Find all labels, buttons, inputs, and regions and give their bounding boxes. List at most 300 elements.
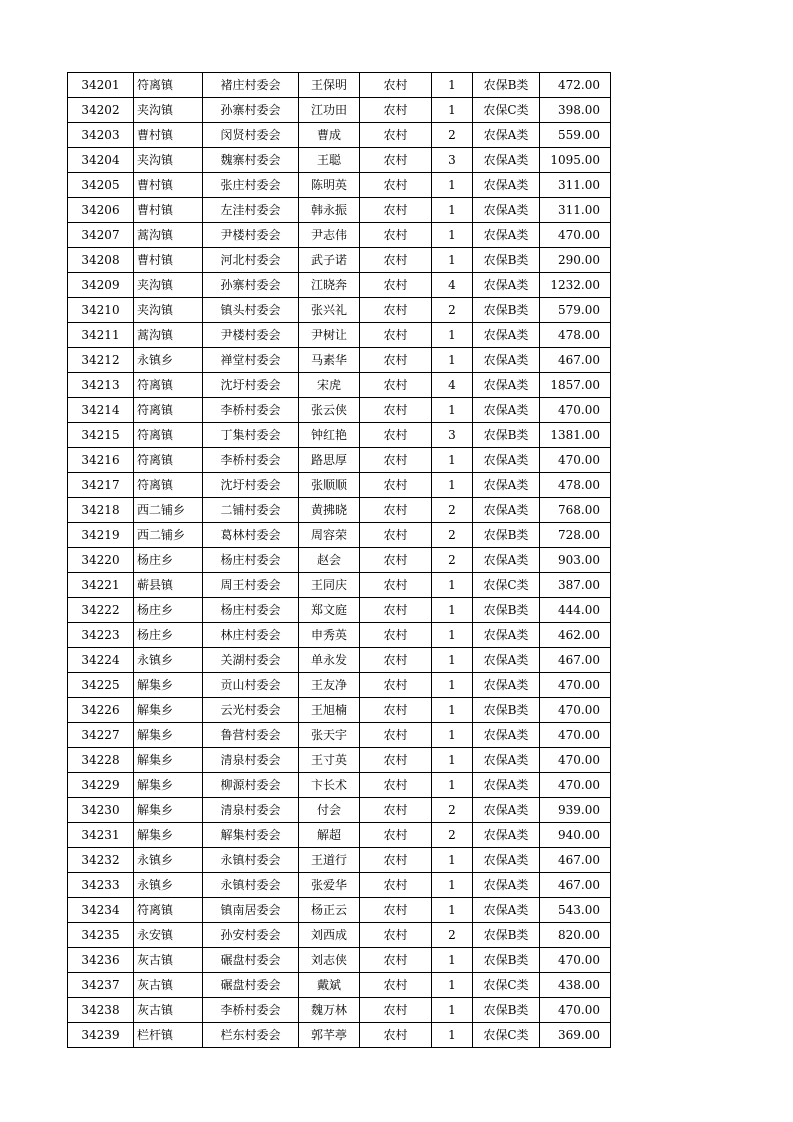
name-cell: 江功田 [299,98,360,123]
table-row [68,498,611,523]
name-cell: 马素华 [299,348,360,373]
village-committee-cell: 沈圩村委会 [203,473,299,498]
village-committee-cell: 李桥村委会 [203,398,299,423]
record-id-cell: 34222 [68,598,134,623]
name-cell: 路思厚 [299,448,360,473]
amount-cell: 290.00 [540,248,611,273]
insurance-category-cell: 农保A类 [473,798,540,823]
village-committee-cell: 李桥村委会 [203,448,299,473]
household-type-cell: 农村 [360,248,432,273]
amount-cell: 470.00 [540,748,611,773]
table-row [68,298,611,323]
insurance-category-cell: 农保A类 [473,198,540,223]
insurance-category-cell: 农保A类 [473,448,540,473]
name-cell: 郑文庭 [299,598,360,623]
village-committee-cell: 丁集村委会 [203,423,299,448]
town-cell: 蒿沟镇 [134,223,203,248]
household-type-cell: 农村 [360,223,432,248]
town-cell: 西二铺乡 [134,498,203,523]
record-id-cell: 34218 [68,498,134,523]
name-cell: 钟红艳 [299,423,360,448]
household-type-cell: 农村 [360,198,432,223]
household-type-cell: 农村 [360,873,432,898]
town-cell: 夹沟镇 [134,298,203,323]
name-cell: 解超 [299,823,360,848]
household-type-cell: 农村 [360,348,432,373]
person-count-cell: 1 [432,348,473,373]
name-cell: 江晓奔 [299,273,360,298]
name-cell: 赵会 [299,548,360,573]
town-cell: 曹村镇 [134,198,203,223]
person-count-cell: 1 [432,973,473,998]
town-cell: 夹沟镇 [134,273,203,298]
person-count-cell: 4 [432,273,473,298]
name-cell: 单永发 [299,648,360,673]
name-cell: 张顺顺 [299,473,360,498]
amount-cell: 1232.00 [540,273,611,298]
insurance-category-cell: 农保A类 [473,173,540,198]
name-cell: 武子诺 [299,248,360,273]
person-count-cell: 2 [432,298,473,323]
insurance-category-cell: 农保A类 [473,548,540,573]
name-cell: 王同庆 [299,573,360,598]
person-count-cell: 3 [432,148,473,173]
table-row [68,998,611,1023]
amount-cell: 470.00 [540,223,611,248]
household-type-cell: 农村 [360,123,432,148]
village-committee-cell: 碾盘村委会 [203,948,299,973]
table-row [68,273,611,298]
amount-cell: 478.00 [540,323,611,348]
household-type-cell: 农村 [360,73,432,98]
table-row [68,823,611,848]
amount-cell: 470.00 [540,698,611,723]
household-type-cell: 农村 [360,898,432,923]
record-id-cell: 34238 [68,998,134,1023]
village-committee-cell: 葛林村委会 [203,523,299,548]
amount-cell: 467.00 [540,848,611,873]
insurance-category-cell: 农保A类 [473,773,540,798]
village-committee-cell: 李桥村委会 [203,998,299,1023]
insurance-category-cell: 农保B类 [473,948,540,973]
person-count-cell: 1 [432,723,473,748]
amount-cell: 470.00 [540,723,611,748]
record-id-cell: 34203 [68,123,134,148]
record-id-cell: 34206 [68,198,134,223]
town-cell: 蒿沟镇 [134,323,203,348]
table-row [68,148,611,173]
household-type-cell: 农村 [360,573,432,598]
person-count-cell: 2 [432,923,473,948]
household-type-cell: 农村 [360,773,432,798]
name-cell: 张兴礼 [299,298,360,323]
insurance-category-cell: 农保A类 [473,723,540,748]
record-id-cell: 34226 [68,698,134,723]
village-committee-cell: 孙寨村委会 [203,273,299,298]
person-count-cell: 1 [432,998,473,1023]
town-cell: 永镇乡 [134,348,203,373]
town-cell: 杨庄乡 [134,598,203,623]
person-count-cell: 1 [432,223,473,248]
person-count-cell: 1 [432,573,473,598]
town-cell: 符离镇 [134,423,203,448]
person-count-cell: 2 [432,823,473,848]
name-cell: 王道行 [299,848,360,873]
person-count-cell: 1 [432,748,473,773]
village-committee-cell: 褚庄村委会 [203,73,299,98]
record-id-cell: 34205 [68,173,134,198]
record-id-cell: 34212 [68,348,134,373]
amount-cell: 467.00 [540,348,611,373]
town-cell: 永镇乡 [134,848,203,873]
village-committee-cell: 栏东村委会 [203,1023,299,1048]
record-id-cell: 34211 [68,323,134,348]
town-cell: 解集乡 [134,823,203,848]
name-cell: 张天宇 [299,723,360,748]
table-row [68,748,611,773]
household-type-cell: 农村 [360,548,432,573]
village-committee-cell: 尹楼村委会 [203,323,299,348]
table-row [68,723,611,748]
person-count-cell: 1 [432,198,473,223]
person-count-cell: 1 [432,1023,473,1048]
table-row [68,648,611,673]
household-type-cell: 农村 [360,923,432,948]
amount-cell: 467.00 [540,648,611,673]
village-committee-cell: 镇头村委会 [203,298,299,323]
table-row [68,698,611,723]
insurance-category-cell: 农保B类 [473,698,540,723]
person-count-cell: 1 [432,248,473,273]
table-row [68,473,611,498]
amount-cell: 768.00 [540,498,611,523]
insurance-category-cell: 农保C类 [473,1023,540,1048]
village-committee-cell: 沈圩村委会 [203,373,299,398]
record-id-cell: 34220 [68,548,134,573]
insurance-category-cell: 农保B类 [473,248,540,273]
person-count-cell: 1 [432,323,473,348]
record-id-cell: 34208 [68,248,134,273]
record-id-cell: 34235 [68,923,134,948]
table-row [68,223,611,248]
person-count-cell: 1 [432,948,473,973]
person-count-cell: 1 [432,623,473,648]
table-row [68,923,611,948]
insurance-category-cell: 农保A类 [473,873,540,898]
record-id-cell: 34234 [68,898,134,923]
table-row [68,373,611,398]
table-row [68,448,611,473]
name-cell: 魏万林 [299,998,360,1023]
person-count-cell: 2 [432,798,473,823]
town-cell: 夹沟镇 [134,98,203,123]
village-committee-cell: 碾盘村委会 [203,973,299,998]
household-type-cell: 农村 [360,423,432,448]
table-row [68,73,611,98]
town-cell: 蕲县镇 [134,573,203,598]
amount-cell: 1095.00 [540,148,611,173]
person-count-cell: 1 [432,773,473,798]
person-count-cell: 1 [432,698,473,723]
table-row [68,1023,611,1048]
name-cell: 刘西成 [299,923,360,948]
record-id-cell: 34221 [68,573,134,598]
village-committee-cell: 解集村委会 [203,823,299,848]
person-count-cell: 1 [432,873,473,898]
village-committee-cell: 永镇村委会 [203,873,299,898]
name-cell: 张爱华 [299,873,360,898]
town-cell: 解集乡 [134,748,203,773]
village-committee-cell: 关湖村委会 [203,648,299,673]
name-cell: 宋虎 [299,373,360,398]
household-type-cell: 农村 [360,598,432,623]
village-committee-cell: 清泉村委会 [203,748,299,773]
amount-cell: 444.00 [540,598,611,623]
name-cell: 戴斌 [299,973,360,998]
name-cell: 卞长术 [299,773,360,798]
household-type-cell: 农村 [360,148,432,173]
record-id-cell: 34224 [68,648,134,673]
table-row [68,673,611,698]
table-row [68,523,611,548]
record-id-cell: 34210 [68,298,134,323]
insurance-category-cell: 农保B类 [473,923,540,948]
record-id-cell: 34237 [68,973,134,998]
village-committee-cell: 周王村委会 [203,573,299,598]
town-cell: 曹村镇 [134,173,203,198]
household-type-cell: 农村 [360,448,432,473]
table-row [68,573,611,598]
name-cell: 杨正云 [299,898,360,923]
table-row [68,98,611,123]
table-row [68,773,611,798]
name-cell: 黄拂晓 [299,498,360,523]
table-row [68,173,611,198]
town-cell: 灰古镇 [134,973,203,998]
insurance-category-cell: 农保C类 [473,98,540,123]
record-id-cell: 34230 [68,798,134,823]
amount-cell: 369.00 [540,1023,611,1048]
insurance-category-cell: 农保A类 [473,398,540,423]
village-committee-cell: 张庄村委会 [203,173,299,198]
name-cell: 王聪 [299,148,360,173]
amount-cell: 478.00 [540,473,611,498]
person-count-cell: 1 [432,73,473,98]
town-cell: 符离镇 [134,73,203,98]
amount-cell: 579.00 [540,298,611,323]
town-cell: 符离镇 [134,448,203,473]
amount-cell: 728.00 [540,523,611,548]
person-count-cell: 1 [432,898,473,923]
town-cell: 永镇乡 [134,648,203,673]
name-cell: 尹树让 [299,323,360,348]
table-row [68,348,611,373]
amount-cell: 470.00 [540,948,611,973]
town-cell: 符离镇 [134,473,203,498]
record-id-cell: 34236 [68,948,134,973]
village-committee-cell: 贡山村委会 [203,673,299,698]
record-id-cell: 34209 [68,273,134,298]
town-cell: 永镇乡 [134,873,203,898]
town-cell: 解集乡 [134,673,203,698]
village-committee-cell: 禅堂村委会 [203,348,299,373]
town-cell: 永安镇 [134,923,203,948]
insurance-category-cell: 农保A类 [473,823,540,848]
household-type-cell: 农村 [360,1023,432,1048]
insurance-category-cell: 农保A类 [473,123,540,148]
household-type-cell: 农村 [360,273,432,298]
insurance-category-cell: 农保C类 [473,973,540,998]
person-count-cell: 1 [432,648,473,673]
person-count-cell: 1 [432,598,473,623]
record-id-cell: 34207 [68,223,134,248]
household-type-cell: 农村 [360,973,432,998]
insurance-category-cell: 农保A类 [473,148,540,173]
person-count-cell: 2 [432,498,473,523]
amount-cell: 543.00 [540,898,611,923]
record-id-cell: 34227 [68,723,134,748]
household-type-cell: 农村 [360,648,432,673]
insurance-category-cell: 农保A类 [473,498,540,523]
person-count-cell: 1 [432,398,473,423]
amount-cell: 559.00 [540,123,611,148]
household-type-cell: 农村 [360,498,432,523]
amount-cell: 470.00 [540,398,611,423]
household-type-cell: 农村 [360,848,432,873]
name-cell: 张云侠 [299,398,360,423]
household-type-cell: 农村 [360,698,432,723]
record-id-cell: 34229 [68,773,134,798]
table-body [68,73,611,1048]
village-committee-cell: 鲁营村委会 [203,723,299,748]
town-cell: 解集乡 [134,698,203,723]
record-id-cell: 34219 [68,523,134,548]
town-cell: 曹村镇 [134,248,203,273]
name-cell: 曹成 [299,123,360,148]
person-count-cell: 3 [432,423,473,448]
town-cell: 解集乡 [134,723,203,748]
village-committee-cell: 镇南居委会 [203,898,299,923]
household-type-cell: 农村 [360,748,432,773]
amount-cell: 398.00 [540,98,611,123]
household-type-cell: 农村 [360,398,432,423]
name-cell: 尹志伟 [299,223,360,248]
village-committee-cell: 河北村委会 [203,248,299,273]
village-committee-cell: 尹楼村委会 [203,223,299,248]
table-row [68,873,611,898]
table-row [68,423,611,448]
town-cell: 夹沟镇 [134,148,203,173]
table-row [68,398,611,423]
insurance-category-cell: 农保C类 [473,573,540,598]
insurance-category-cell: 农保A类 [473,373,540,398]
person-count-cell: 2 [432,523,473,548]
table-row [68,798,611,823]
table-row [68,123,611,148]
amount-cell: 470.00 [540,673,611,698]
insurance-category-cell: 农保A类 [473,898,540,923]
record-id-cell: 34204 [68,148,134,173]
town-cell: 符离镇 [134,898,203,923]
village-committee-cell: 左洼村委会 [203,198,299,223]
insurance-category-cell: 农保A类 [473,648,540,673]
person-count-cell: 4 [432,373,473,398]
amount-cell: 940.00 [540,823,611,848]
record-id-cell: 34213 [68,373,134,398]
amount-cell: 462.00 [540,623,611,648]
table-row [68,973,611,998]
record-id-cell: 34217 [68,473,134,498]
amount-cell: 1381.00 [540,423,611,448]
village-committee-cell: 云光村委会 [203,698,299,723]
name-cell: 韩永振 [299,198,360,223]
village-committee-cell: 永镇村委会 [203,848,299,873]
village-committee-cell: 柳源村委会 [203,773,299,798]
record-id-cell: 34201 [68,73,134,98]
insurance-category-cell: 农保B类 [473,523,540,548]
household-type-cell: 农村 [360,623,432,648]
table-row [68,548,611,573]
household-type-cell: 农村 [360,298,432,323]
village-committee-cell: 魏寨村委会 [203,148,299,173]
insurance-category-cell: 农保B类 [473,598,540,623]
village-committee-cell: 孙安村委会 [203,923,299,948]
insurance-category-cell: 农保B类 [473,998,540,1023]
amount-cell: 472.00 [540,73,611,98]
amount-cell: 470.00 [540,448,611,473]
table-row [68,623,611,648]
table-row [68,248,611,273]
village-committee-cell: 二铺村委会 [203,498,299,523]
insurance-category-cell: 农保B类 [473,423,540,448]
insurance-category-cell: 农保A类 [473,848,540,873]
person-count-cell: 1 [432,173,473,198]
household-type-cell: 农村 [360,998,432,1023]
town-cell: 杨庄乡 [134,623,203,648]
person-count-cell: 2 [432,123,473,148]
name-cell: 郭芊葶 [299,1023,360,1048]
amount-cell: 903.00 [540,548,611,573]
town-cell: 西二铺乡 [134,523,203,548]
relief-roster-table [67,72,611,1048]
amount-cell: 311.00 [540,198,611,223]
household-type-cell: 农村 [360,673,432,698]
insurance-category-cell: 农保B类 [473,73,540,98]
record-id-cell: 34223 [68,623,134,648]
record-id-cell: 34215 [68,423,134,448]
record-id-cell: 34225 [68,673,134,698]
town-cell: 符离镇 [134,373,203,398]
name-cell: 周容荣 [299,523,360,548]
amount-cell: 438.00 [540,973,611,998]
household-type-cell: 农村 [360,948,432,973]
name-cell: 王旭楠 [299,698,360,723]
name-cell: 申秀英 [299,623,360,648]
village-committee-cell: 杨庄村委会 [203,598,299,623]
household-type-cell: 农村 [360,373,432,398]
household-type-cell: 农村 [360,523,432,548]
town-cell: 杨庄乡 [134,548,203,573]
town-cell: 曹村镇 [134,123,203,148]
amount-cell: 939.00 [540,798,611,823]
name-cell: 王保明 [299,73,360,98]
insurance-category-cell: 农保A类 [473,223,540,248]
name-cell: 王友净 [299,673,360,698]
name-cell: 刘志侠 [299,948,360,973]
insurance-category-cell: 农保A类 [473,348,540,373]
amount-cell: 311.00 [540,173,611,198]
town-cell: 灰古镇 [134,998,203,1023]
